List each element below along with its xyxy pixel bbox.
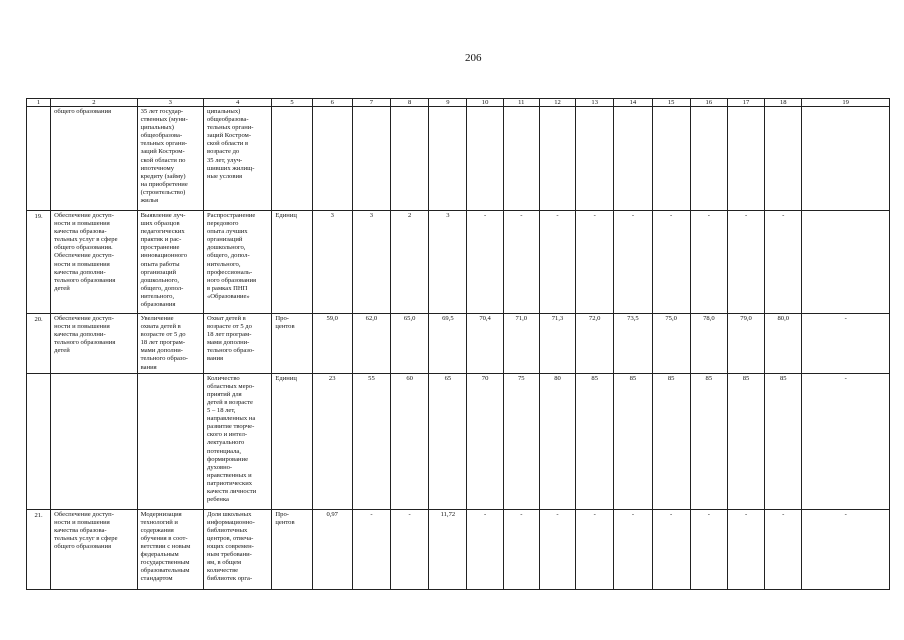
value-cell: 3 [312,211,352,314]
column-number: 14 [614,99,652,107]
note-cell: - [802,509,890,589]
value-cell: - [467,509,503,589]
value-cell: - [690,509,727,589]
value-cell [539,107,575,211]
task-cell: Обеспечение доступ- ности и повышения качества образова- тельных услуг в сфере общего образования [51,509,138,589]
value-cell: 75,0 [652,314,690,374]
value-cell: 70 [467,373,503,509]
table-row [27,509,890,589]
value-cell: - [727,211,764,314]
unit-cell [272,107,312,211]
value-cell [576,107,614,211]
value-cell [429,107,467,211]
value-cell: 3 [429,211,467,314]
value-cell: 65,0 [391,314,429,374]
table-body [27,99,890,590]
value-cell: 0,97 [312,509,352,589]
value-cell: 75 [503,373,539,509]
value-cell: 79,0 [727,314,764,374]
value-cell: 73,5 [614,314,652,374]
value-cell: - [652,509,690,589]
measure-cell [137,373,203,509]
value-cell: - [391,509,429,589]
value-cell: 60 [391,373,429,509]
row-number [27,107,51,211]
value-cell: 85 [652,373,690,509]
value-cell: - [503,509,539,589]
column-number: 11 [503,99,539,107]
column-number: 19 [802,99,890,107]
note-cell: - [802,373,890,509]
value-cell: 65 [429,373,467,509]
value-cell [652,107,690,211]
value-cell: - [690,211,727,314]
value-cell: 85 [690,373,727,509]
value-cell: 2 [391,211,429,314]
value-cell: - [576,211,614,314]
value-cell: 80,0 [765,314,802,374]
unit-cell: Единиц [272,211,312,314]
page-number: 206 [465,52,482,64]
value-cell: - [765,509,802,589]
column-number: 18 [765,99,802,107]
unit-cell: Единиц [272,373,312,509]
value-cell: 23 [312,373,352,509]
value-cell [312,107,352,211]
column-number-row [27,99,890,107]
value-cell: - [539,509,575,589]
value-cell: - [614,509,652,589]
unit-cell: Про- центов [272,314,312,374]
table-row [27,211,890,314]
table-row [27,107,890,211]
task-cell [51,373,138,509]
value-cell: - [576,509,614,589]
value-cell [352,107,390,211]
column-number: 5 [272,99,312,107]
value-cell: 11,72 [429,509,467,589]
value-cell: - [503,211,539,314]
column-number: 1 [27,99,51,107]
indicators-table [26,98,890,590]
indicator-cell: ципальных) общеобразова- тельных органи- заций Костром- ской области в возрасте до 35 лет, улуч- шивших жилищ- ные условия [204,107,272,211]
indicator-cell: Охват детей в возрасте от 5 до 18 лет програм- мами дополни- тельного образо- вания [204,314,272,374]
measure-cell: Модернизация технологий и содержания обучения в соот- ветствии с новым федеральным государственным образовательным стандартом [137,509,203,589]
measure-cell: Выявление луч- ших образцов педагогических практик и рас- пространение инновационного опыта работы организаций дошкольного, общего, допол- нительного, образования [137,211,203,314]
column-number: 13 [576,99,614,107]
value-cell: 80 [539,373,575,509]
row-number [27,373,51,509]
value-cell: 3 [352,211,390,314]
value-cell [467,107,503,211]
note-cell: - [802,314,890,374]
value-cell: 71,0 [503,314,539,374]
column-number: 3 [137,99,203,107]
value-cell: 85 [765,373,802,509]
row-number: 19. [27,211,51,314]
task-cell: Обеспечение доступ- ности и повышения качества образова- тельных услуг в сфере общего образования. Обеспечение доступ- ности и повышения качества дополни- тельного образования детей [51,211,138,314]
value-cell [503,107,539,211]
value-cell [391,107,429,211]
indicator-cell: Распространение передового опыта лучших организаций дошкольного, общего, допол- нительного, профессиональ- ного образования в рамках ПНП «Образование» [204,211,272,314]
value-cell: 62,0 [352,314,390,374]
value-cell: 72,0 [576,314,614,374]
table-row [27,373,890,509]
column-number: 9 [429,99,467,107]
task-cell: общего образования [51,107,138,211]
row-number: 21. [27,509,51,589]
value-cell: - [765,211,802,314]
value-cell: 70,4 [467,314,503,374]
value-cell [614,107,652,211]
value-cell: 85 [576,373,614,509]
table-row [27,314,890,374]
value-cell: 78,0 [690,314,727,374]
column-number: 8 [391,99,429,107]
value-cell: - [614,211,652,314]
value-cell: 71,3 [539,314,575,374]
value-cell: - [539,211,575,314]
measure-cell: Увеличение охвата детей в возрасте от 5 до 18 лет програм- мами дополни- тельного образо- вания [137,314,203,374]
column-number: 16 [690,99,727,107]
value-cell [727,107,764,211]
note-cell [802,211,890,314]
value-cell [690,107,727,211]
unit-cell: Про- центов [272,509,312,589]
value-cell: - [467,211,503,314]
column-number: 4 [204,99,272,107]
note-cell [802,107,890,211]
column-number: 10 [467,99,503,107]
column-number: 2 [51,99,138,107]
indicator-cell: Доля школьных информационно- библиотечных центров, отвеча- ющих современ- ным требовани- ям, в общем количестве библиотек орга- [204,509,272,589]
value-cell: - [352,509,390,589]
value-cell: - [652,211,690,314]
value-cell: 85 [614,373,652,509]
column-number: 12 [539,99,575,107]
value-cell: - [727,509,764,589]
value-cell: 55 [352,373,390,509]
measure-cell: 35 лет государ- ственных (муни- ципальных) общеобразова- тельных органи- заций Костром- ской области по ипотечному кредиту (займу) на приобретение (строительство) жилья [137,107,203,211]
value-cell: 59,0 [312,314,352,374]
column-number: 17 [727,99,764,107]
column-number: 7 [352,99,390,107]
value-cell: 85 [727,373,764,509]
column-number: 6 [312,99,352,107]
indicator-cell: Количество областных меро- приятий для детей в возрасте 5 – 18 лет, направленных на развитие творче- ского и интел- лектуального потенциала, формирование духовно- нравственных и патриотических качеств личности ребенка [204,373,272,509]
value-cell [765,107,802,211]
column-number: 15 [652,99,690,107]
task-cell: Обеспечение доступ- ности и повышения качества дополни- тельного образования детей [51,314,138,374]
value-cell: 69,5 [429,314,467,374]
row-number: 20. [27,314,51,374]
